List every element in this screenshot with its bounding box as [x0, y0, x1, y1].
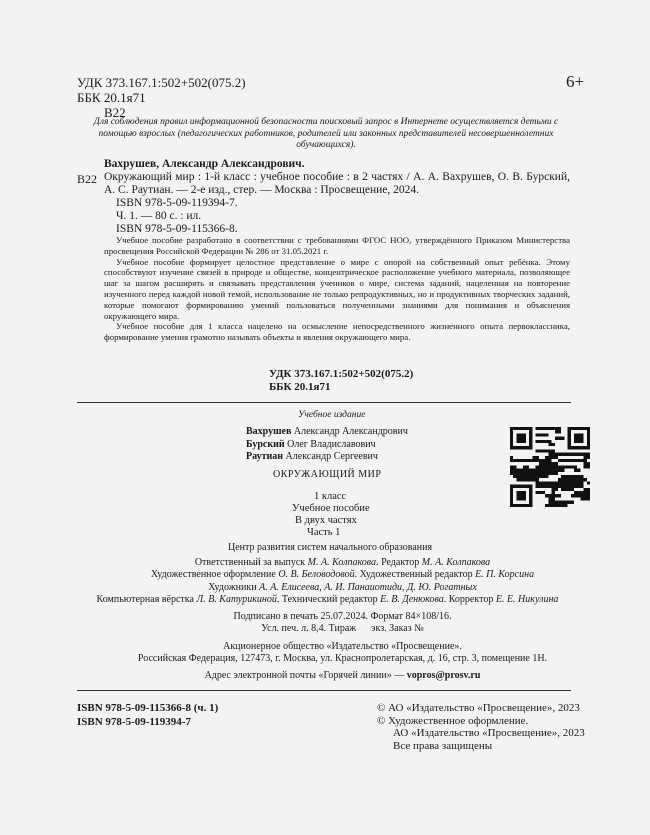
author-surname: Раутиан	[246, 451, 284, 462]
copyright-line: © Художественное оформление.	[377, 714, 529, 727]
annotation-paragraph: Учебное пособие формирует целостное представление о мире с опорой на собственный опыт ребёнка. Этому способствуют изучение связей в природе и обществе, концентрическое расположение учебного материала, позволяющее шаг за шагом расширять и связывать представления учеников о мире, система заданий, нацеленная на повторение изученного перед каждой новой темой, использование не только репродуктивных, но и продуктивных творческих заданий, которые помогают формированию умений пользоваться полученными знаниями для понимания и объяснения окружающего мира.	[104, 256, 570, 321]
publisher: Акционерное общество «Издательство «Просвещение».	[223, 640, 462, 652]
divider	[77, 402, 571, 403]
credit-person: Е. Е. Никулина	[495, 593, 559, 605]
book-info-line: Учебное пособие	[292, 503, 370, 514]
author-name: Александр Александрович	[293, 426, 408, 437]
classification-block	[269, 368, 413, 394]
header-codes	[77, 75, 246, 120]
credit-person: М. А. Колпакова	[421, 557, 491, 568]
bibliographic-record	[104, 171, 570, 236]
age-rating: 6+	[566, 72, 585, 91]
copyright-block	[377, 702, 585, 752]
credit-person: М. А. Колпакова	[307, 557, 377, 568]
divider	[77, 690, 571, 691]
author-row	[246, 426, 408, 439]
udk-code: УДК 373.167.1:502+502(075.2)	[77, 75, 246, 90]
credits-line	[170, 582, 515, 594]
author-surname: Вахрушев	[246, 426, 292, 437]
author-surname: Бурский	[246, 438, 285, 450]
author-name: Олег Владиславович	[287, 438, 376, 450]
author-name: Александр Сергеевич	[285, 451, 378, 462]
credit-role: Компьютерная вёрстка	[96, 593, 197, 605]
book-info-line: В двух частях	[295, 515, 357, 526]
credit-role: . Корректор	[443, 593, 496, 605]
credits-line	[150, 569, 535, 581]
book-info-line: Часть 1	[307, 527, 341, 538]
bibliographic-code: В22	[77, 172, 98, 186]
credit-role: Ответственный за выпуск	[194, 557, 308, 568]
safety-notice: Для соблюдения правил информационной безопасности поисковый запрос в Интернете осуществляется детьми с помощью взрослых (педагогических работников, родителей или законных представителей несовершеннолетних обучающихся).	[93, 117, 559, 150]
credit-person: Е. В. Денюкова	[380, 593, 444, 605]
book-info-line: 1 класс	[314, 491, 347, 502]
copyright-line: АО «Издательство «Просвещение», 2023	[393, 727, 585, 739]
bibliographic-description: Окружающий мир : 1-й класс : учебное пособие : в 2 частях / А. А. Вахрушев, О. В. Бурский, А. С. Раутиан. — 2-е изд., стер. — Москва : Просвещение, 2024.	[104, 171, 570, 196]
credits-block	[96, 557, 559, 683]
credit-role: . Художественный редактор	[354, 569, 476, 581]
bbk-code-2: ББК 20.1я71	[269, 381, 331, 393]
udk-code-2: УДК 373.167.1:502+502(075.2)	[269, 368, 414, 380]
print-sheets: Усл. печ. л. 8,4. Тираж экз. Заказ №	[261, 623, 424, 635]
credits-line	[90, 594, 565, 606]
copyright-line: Все права защищены	[393, 739, 493, 752]
isbn-line: ISBN 978-5-09-119394-7	[77, 715, 191, 728]
bbk-code: ББК 20.1я71	[77, 90, 146, 105]
book-title: ОКРУЖАЮЩИЙ МИР	[273, 469, 382, 480]
hotline-email: vopros@prosv.ru	[406, 670, 481, 682]
credit-person: О. В. Беловодовой	[278, 569, 355, 581]
isbn-line: ISBN 978-5-09-115366-8 (ч. 1)	[77, 702, 219, 714]
center-name: Центр развития систем начального образования	[228, 542, 433, 553]
isbn-part: ISBN 978-5-09-115366-8.	[116, 223, 238, 235]
qr-code	[510, 427, 590, 507]
credit-role: . Редактор	[376, 557, 422, 568]
book-code: В22	[104, 105, 126, 120]
isbn-set: ISBN 978-5-09-119394-7.	[116, 197, 238, 209]
credit-role: Художники	[208, 581, 260, 593]
hotline-line	[170, 670, 515, 682]
copyright-line: © АО «Издательство «Просвещение», 2023	[377, 702, 580, 714]
publisher-address: Российская Федерация, 127473, г. Москва, ул. Краснопролетарская, д. 16, стр. 3, помещение 1Н.	[137, 653, 548, 665]
annotation-paragraph: Учебное пособие разработано в соответствии с требованиями ФГОС НОО, утверждённого Приказом Министерства просвещения Российской Федерации № 286 от 31.05.2021 г.	[104, 235, 570, 256]
author-row	[246, 439, 408, 452]
print-signed: Подписано в печать 25.07.2024. Формат 84×108/16.	[233, 611, 452, 623]
hotline-label: Адрес электронной почты «Горячей линии» —	[204, 670, 407, 682]
authors-list	[246, 426, 408, 464]
bibliographic-author: Вахрушев, Александр Александрович.	[104, 158, 305, 170]
author-row	[246, 451, 408, 464]
credit-role: Художественное оформление	[150, 569, 279, 581]
credit-person: Е. П. Корсина	[475, 569, 535, 581]
isbn-bottom	[77, 702, 218, 729]
credit-person: Л. В. Катурикиной	[196, 593, 277, 605]
credit-person: А. А. Елисеева, А. И. Панаиотиди, Д. Ю. Рогатных	[259, 581, 477, 593]
edition-label: Учебное издание	[298, 410, 366, 420]
annotation	[104, 235, 570, 343]
part-info: Ч. 1. — 80 с. : ил.	[116, 210, 202, 222]
credit-role: . Технический редактор	[276, 593, 381, 605]
credits-line	[170, 557, 515, 569]
book-info	[292, 491, 370, 539]
annotation-paragraph: Учебное пособие для 1 класса нацелено на осмысление непосредственного жизненного опыта первоклассника, формирование умения грамотно называть объекты и явления окружающего мира.	[104, 321, 570, 343]
